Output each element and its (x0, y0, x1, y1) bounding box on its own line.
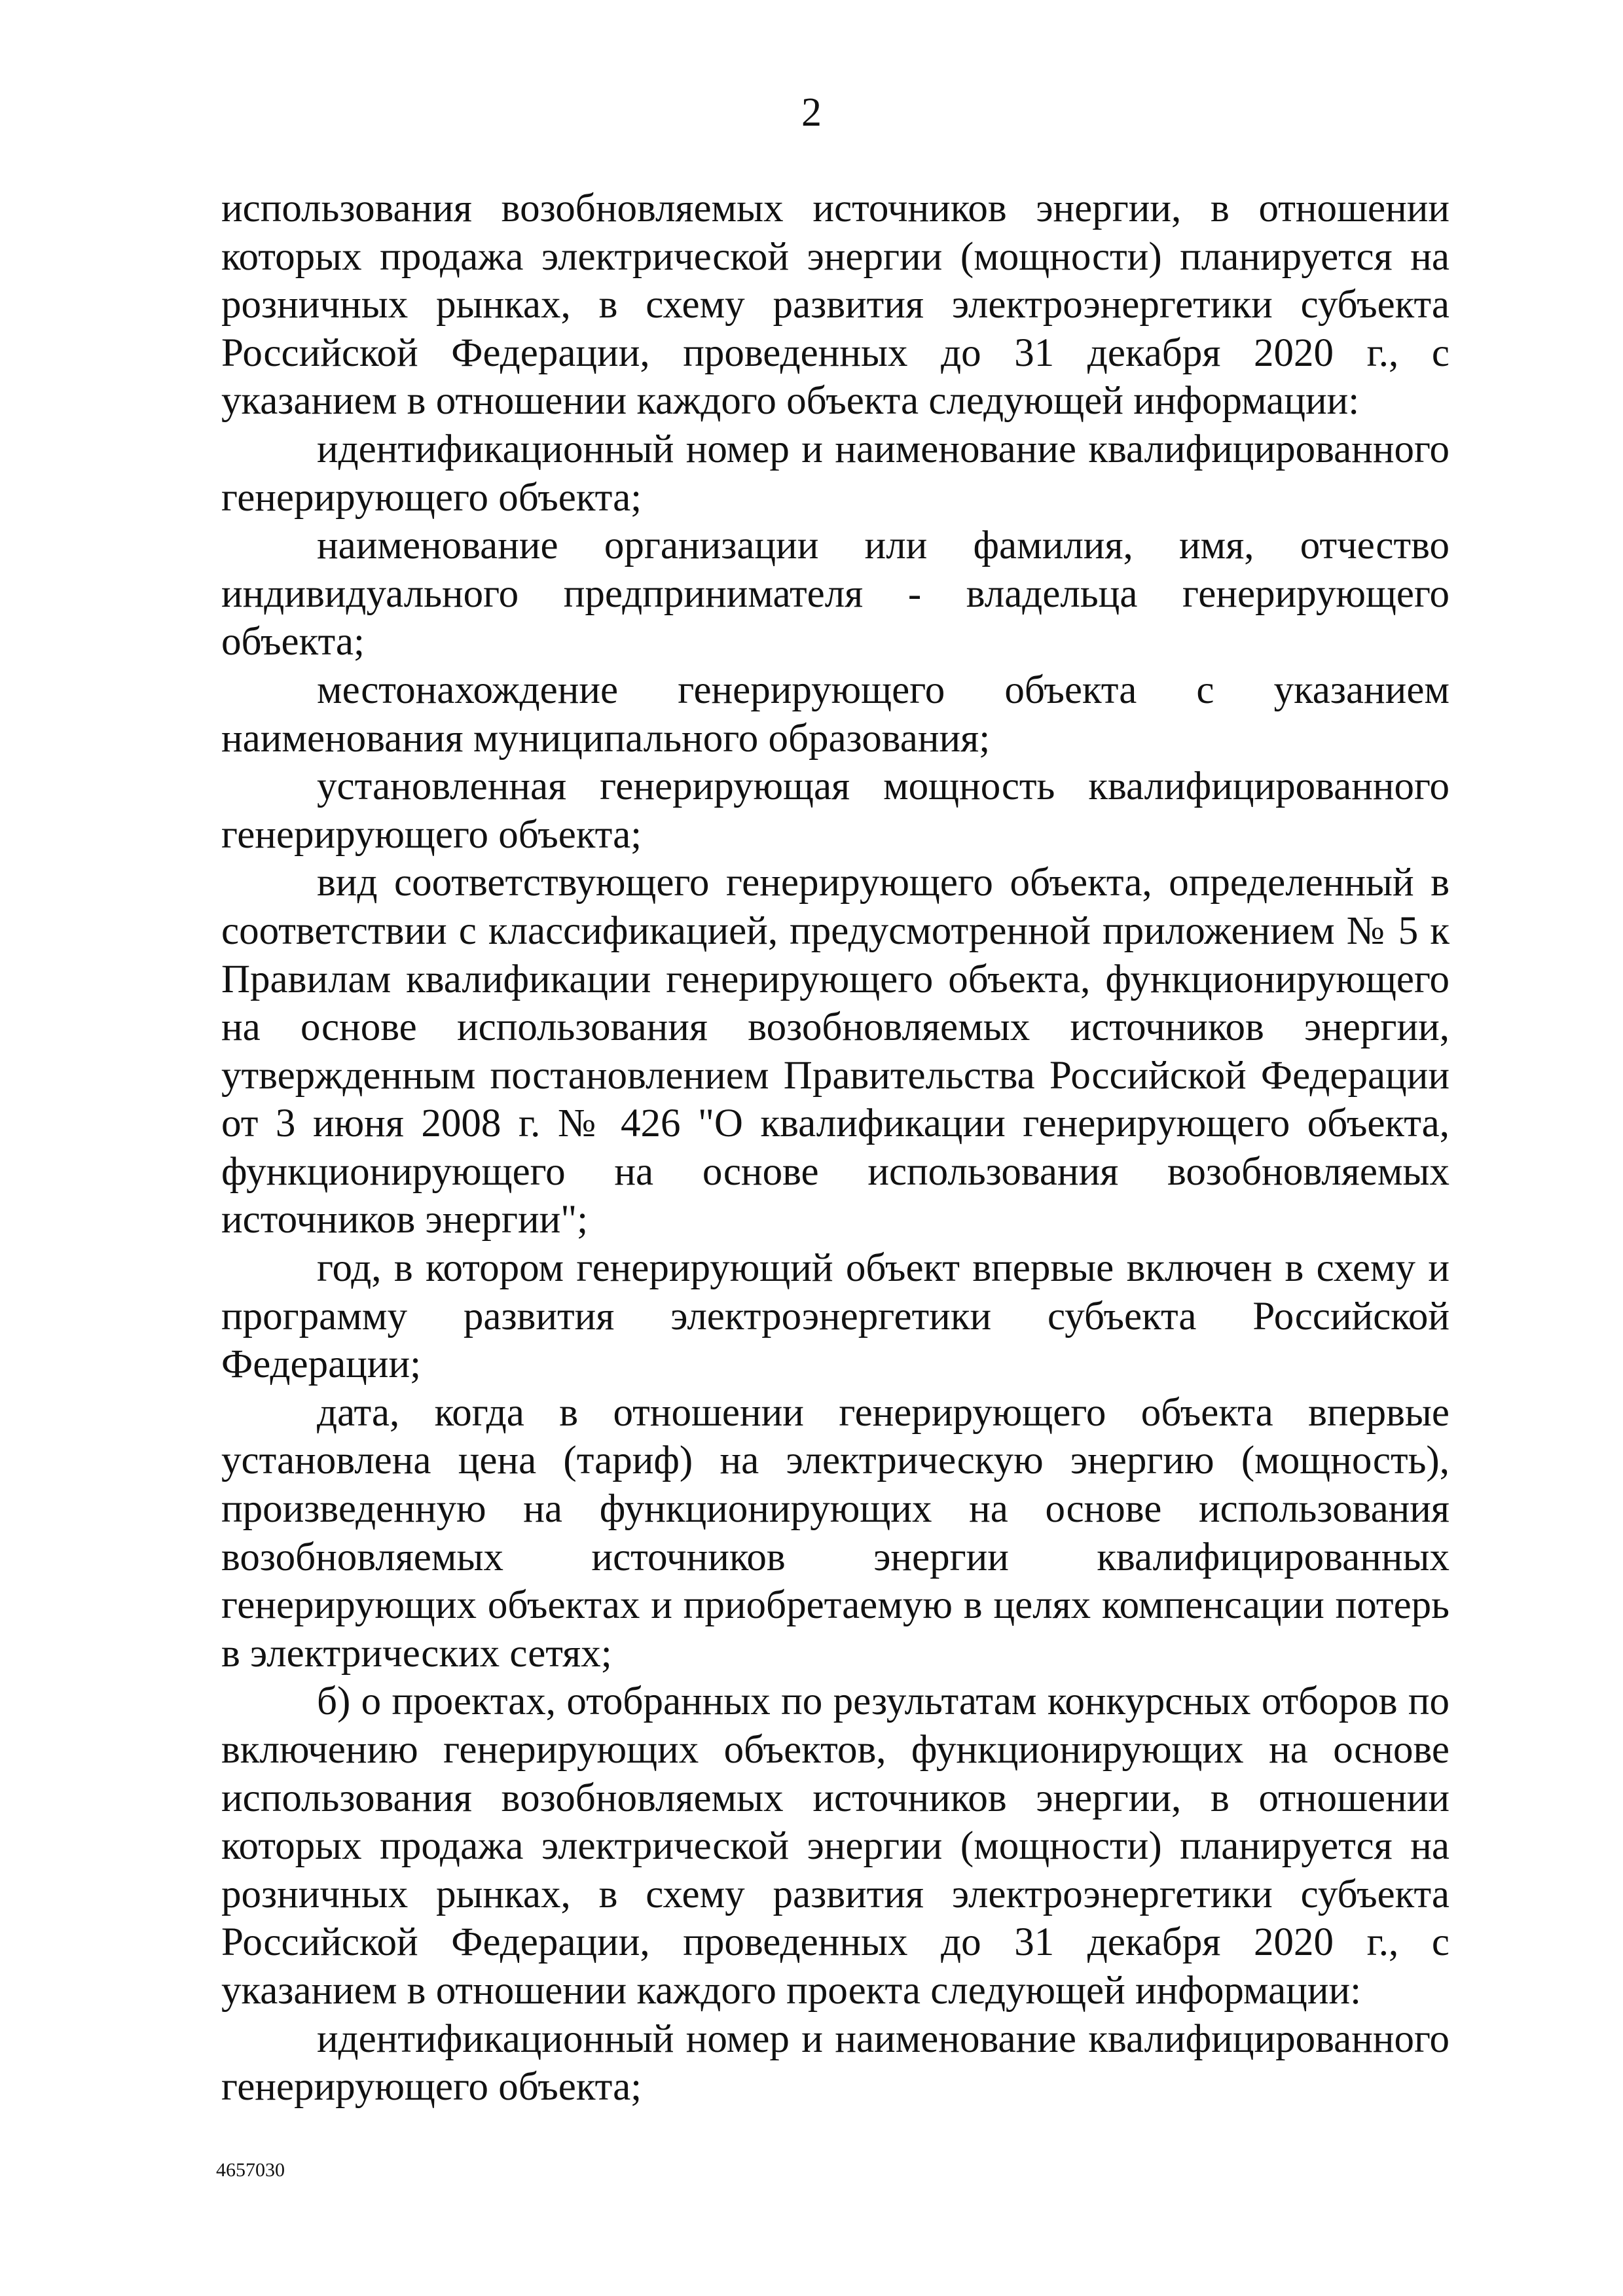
paragraph-tariff-date: дата, когда в отношении генерирующего объекта впервые установлена цена (тариф) на электрическую энергию (мощность), произведенную на функционирующих на основе использования возобновляемых источников энергии квалифицированных генерирующих объектах и приобретаемую в целях компенсации потерь в электрических сетях; (221, 1390, 1450, 1676)
paragraph-location: местонахождение генерирующего объекта с указанием наименования муниципального образования; (221, 668, 1450, 761)
paragraph-year-included: год, в котором генерирующий объект впервые включен в схему и программу развития электроэнергетики субъекта Российской Федерации; (221, 1246, 1450, 1387)
paragraph-identification-number: идентификационный номер и наименование квалифицированного генерирующего объекта; (221, 427, 1450, 520)
paragraph-installed-capacity: установленная генерирующая мощность квалифицированного генерирующего объекта; (221, 764, 1450, 857)
document-body (221, 185, 1450, 2111)
paragraph-owner-name: наименование организации или фамилия, имя, отчество индивидуального предпринимателя - владельца генерирующего объекта; (221, 524, 1450, 664)
paragraph-item-b-projects: б) о проектах, отобранных по результатам конкурсных отборов по включению генерирующих объектов, функционирующих на основе использования возобновляемых источников энергии, в отношении которых продажа электрической энергии (мощности) планируется на розничных рынках, в схему развития электроэнергетики субъекта Российской Федерации, проведенных до 31 декабря 2020 г., с указанием в отношении каждого проекта следующей информации: (221, 1679, 1450, 2013)
page-number: 2 (801, 90, 822, 135)
paragraph-continuation: использования возобновляемых источников энергии, в отношении которых продажа электрической энергии (мощности) планируется на розничных рынках, в схему развития электроэнергетики субъекта Российской Федерации, проведенных до 31 декабря 2020 г., с указанием в отношении каждого объекта следующей информации: (221, 187, 1450, 423)
paragraph-object-type: вид соответствующего генерирующего объекта, определенный в соответствии с классификацией, предусмотренной приложением № 5 к Правилам квалификации генерирующего объекта, функционирующего на основе использования возобновляемых источников энергии, утвержденным постановлением Правительства Российской Федерации от 3 июня 2008 г. № 426 "О квалификации генерирующего объекта, функционирующего на основе использования возобновляемых источников энергии"; (221, 861, 1450, 1242)
paragraph-identification-number-projects: идентификационный номер и наименование квалифицированного генерирующего объекта; (221, 2017, 1450, 2109)
document-code: 4657030 (216, 2159, 285, 2181)
